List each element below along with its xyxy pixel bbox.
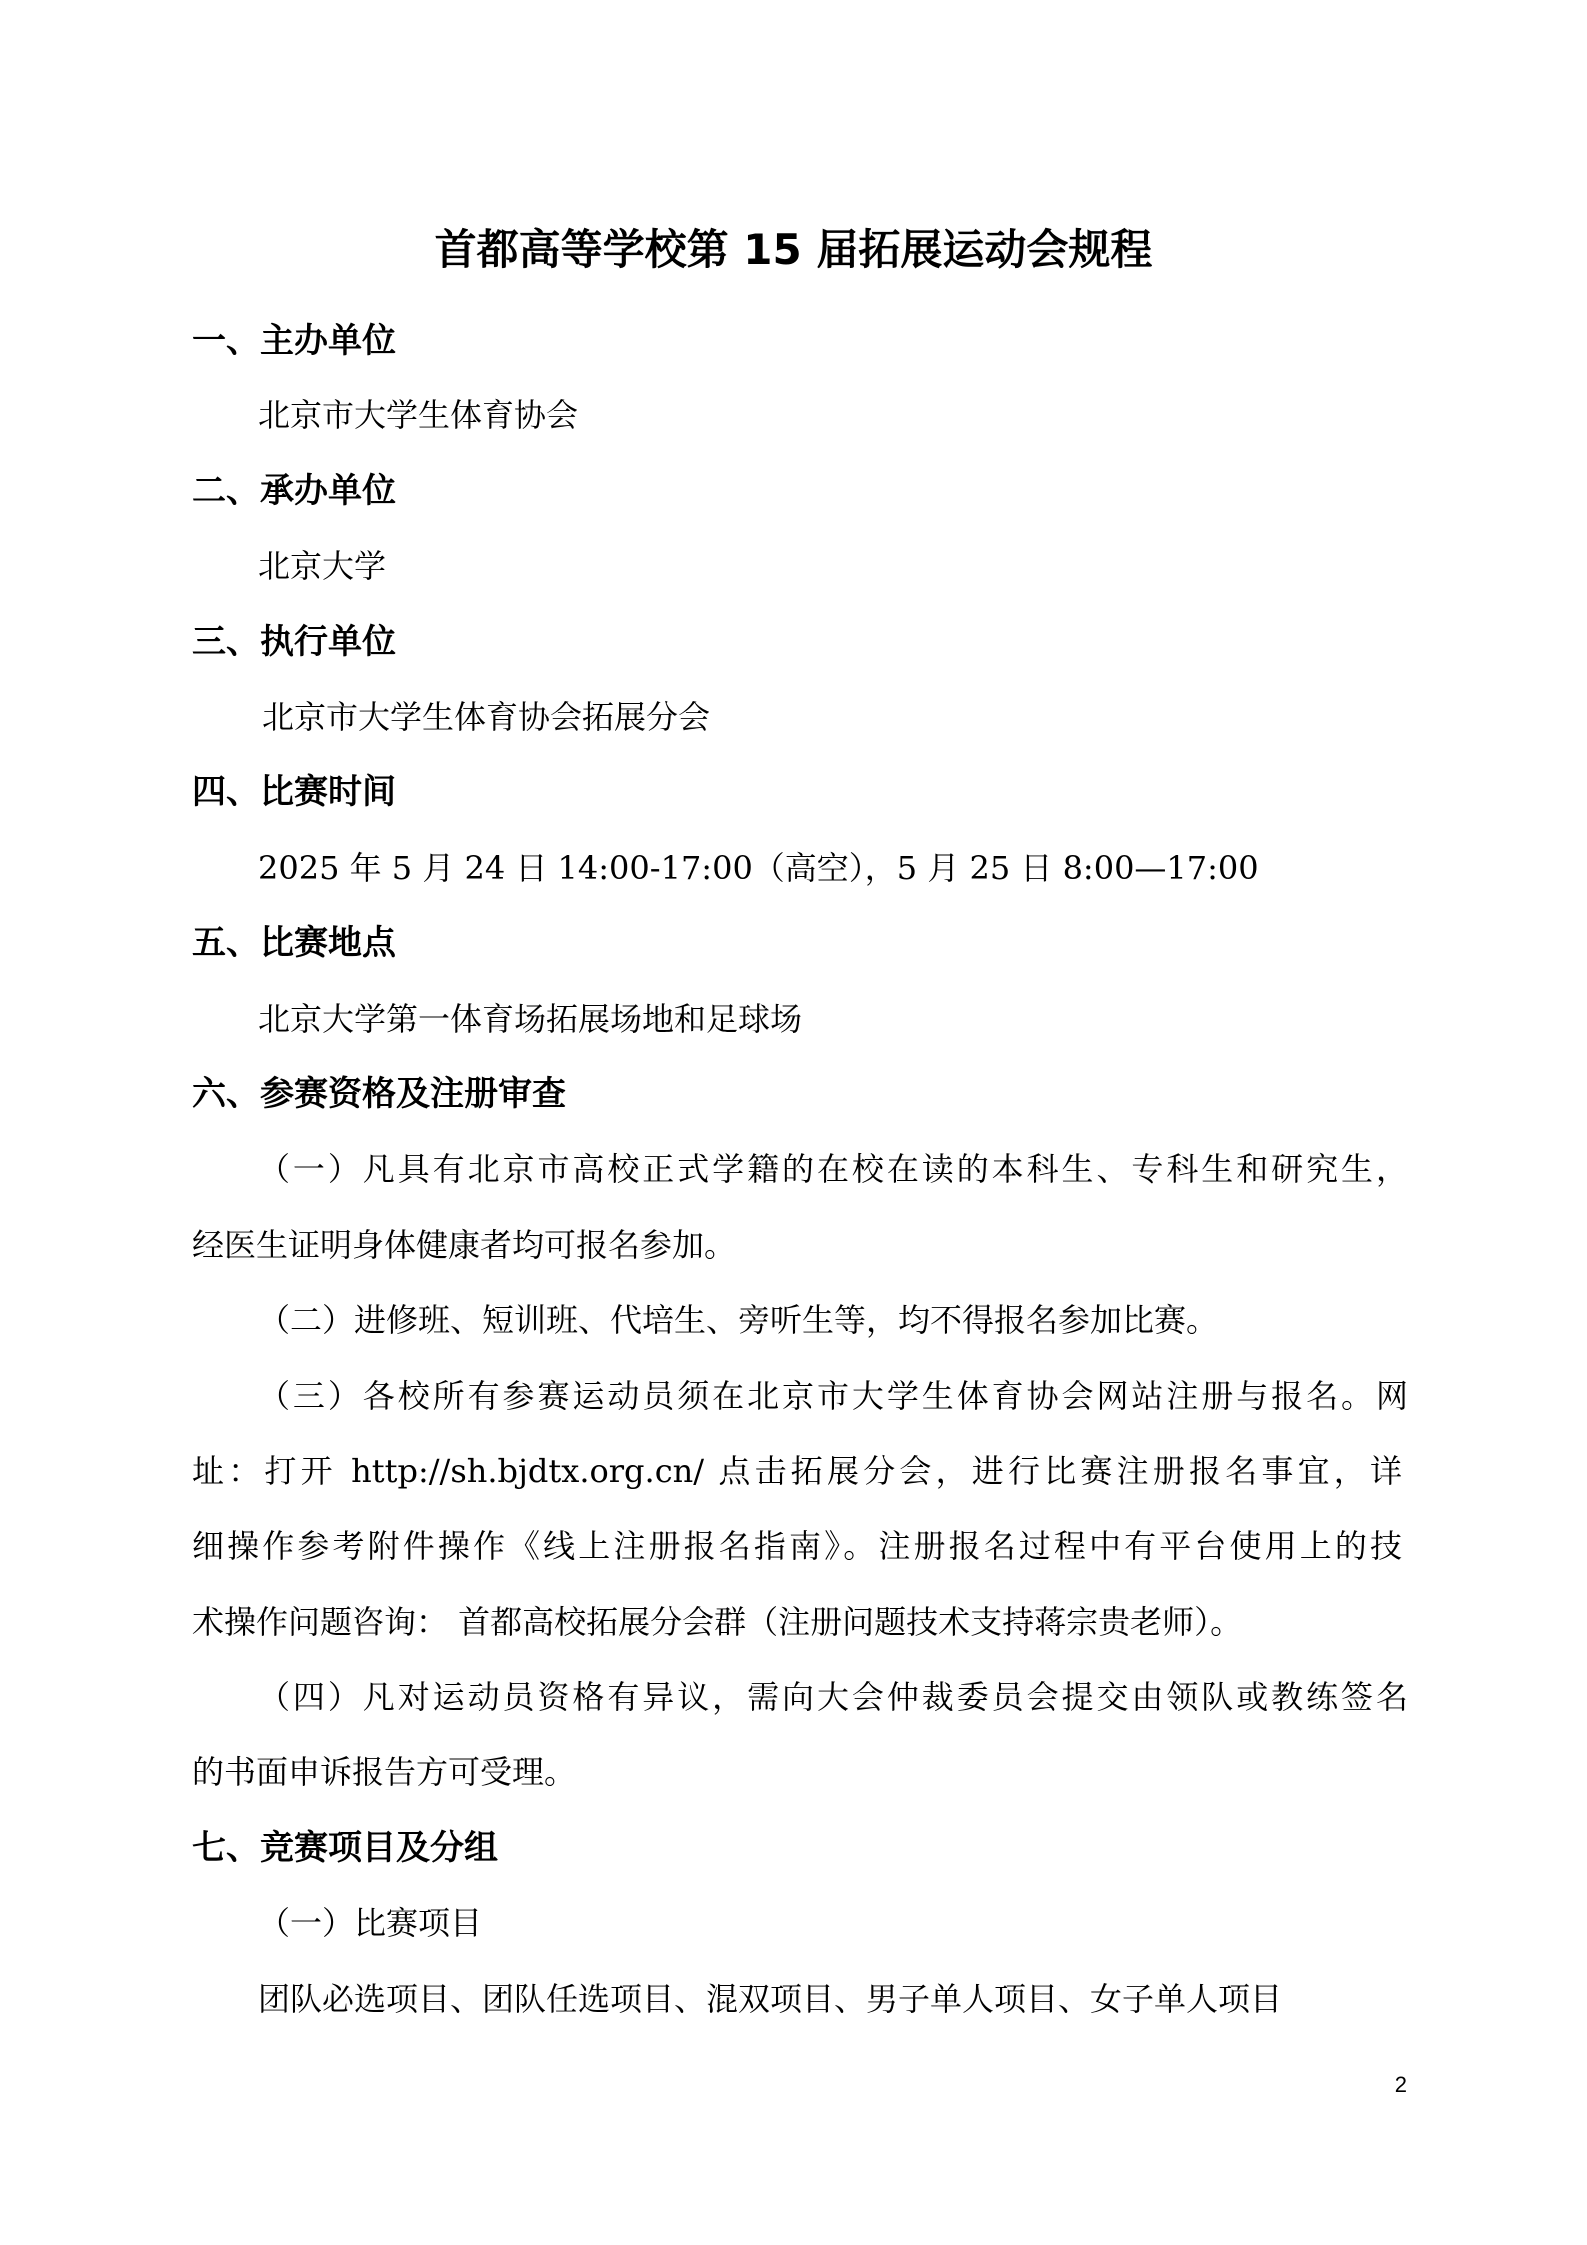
heading-eligibility: 六、参赛资格及注册审查 <box>192 1074 566 1114</box>
document-title: 首都高等学校第 15 届拓展运动会规程 <box>434 225 1153 274</box>
heading-organizer: 一、主办单位 <box>192 321 396 361</box>
text-venue: 北京大学第一体育场拓展场地和足球场 <box>258 1000 803 1038</box>
events-subheading: （一）比赛项目 <box>258 1904 483 1942</box>
eligibility-p4-line: （四）凡对运动员资格有异议，需向大会仲裁委员会提交由领队或教练签名 <box>258 1678 1408 1716</box>
events-list: 团队必选项目、团队任选项目、混双项目、男子单人项目、女子单人项目 <box>258 1980 1283 2018</box>
eligibility-p3-line: 址：打开 http://sh.bjdtx.org.cn/ 点击拓展分会，进行比赛注册报名事宜，详 <box>192 1452 1402 1490</box>
heading-executor: 三、执行单位 <box>192 622 396 662</box>
text-time: 2025 年 5 月 24 日 14:00-17:00（高空），5 月 25 日 8:00—17:00 <box>258 849 1259 887</box>
eligibility-p4-line: 的书面申诉报告方可受理。 <box>192 1753 577 1791</box>
eligibility-p3-line: 细操作参考附件操作《线上注册报名指南》。注册报名过程中有平台使用上的技 <box>192 1527 1402 1565</box>
text-host: 北京大学 <box>258 547 387 585</box>
eligibility-p3-line: （三）各校所有参赛运动员须在北京市大学生体育协会网站注册与报名。网 <box>258 1377 1408 1415</box>
eligibility-p1-line: （一）凡具有北京市高校正式学籍的在校在读的本科生、专科生和研究生， <box>258 1150 1408 1188</box>
text-executor: 北京市大学生体育协会拓展分会 <box>262 698 711 736</box>
heading-time: 四、比赛时间 <box>192 772 396 812</box>
eligibility-p1-line: 经医生证明身体健康者均可报名参加。 <box>192 1226 737 1264</box>
text-organizer: 北京市大学生体育协会 <box>258 396 579 434</box>
eligibility-p2-line: （二）进修班、短训班、代培生、旁听生等，均不得报名参加比赛。 <box>258 1301 1219 1339</box>
page-number: 2 <box>1394 2072 1407 2097</box>
heading-venue: 五、比赛地点 <box>192 923 396 963</box>
eligibility-p3-line: 术操作问题咨询： 首都高校拓展分会群（注册问题技术支持蒋宗贵老师）。 <box>192 1603 1243 1641</box>
heading-host: 二、承办单位 <box>192 471 396 511</box>
heading-events: 七、竞赛项目及分组 <box>192 1828 498 1868</box>
